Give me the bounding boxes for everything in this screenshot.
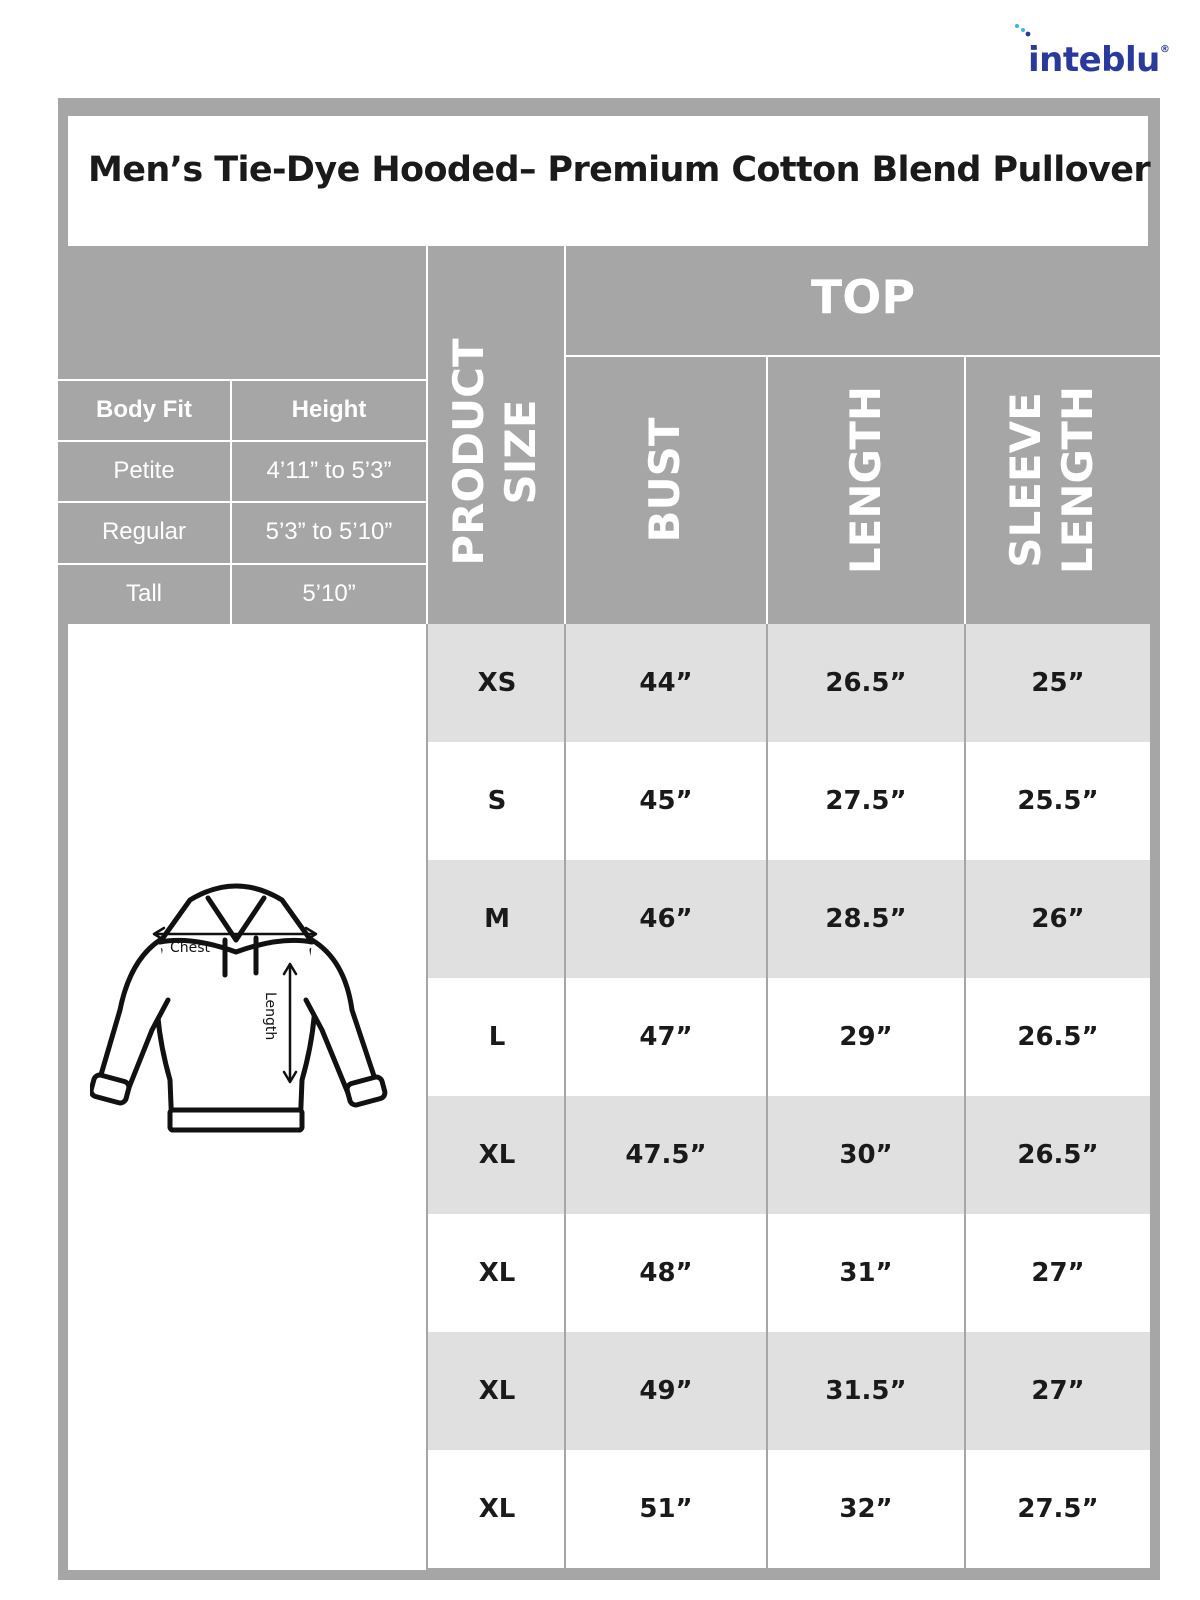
length-cell: 28.5” <box>825 904 907 934</box>
logo-dots-icon <box>1014 22 1034 42</box>
divider <box>566 355 1160 357</box>
sleeve-cell: 26.5” <box>1017 1140 1099 1170</box>
divider <box>964 624 966 1570</box>
size-cell: XS <box>477 668 517 698</box>
divider <box>766 355 768 624</box>
length-cell: 30” <box>839 1140 893 1170</box>
sleeve-length-header-line2: LENGTH <box>1053 385 1102 575</box>
divider <box>766 624 768 1570</box>
product-size-header <box>443 312 547 592</box>
length-cell: 29” <box>839 1022 893 1052</box>
sleeve-cell: 27” <box>1031 1258 1085 1288</box>
size-cell: XL <box>478 1376 516 1406</box>
length-header: LENGTH <box>841 385 890 575</box>
length-cell: 26.5” <box>825 668 907 698</box>
length-cell: 27.5” <box>825 786 907 816</box>
sleeve-cell: 26” <box>1031 904 1085 934</box>
brand-logo <box>1028 40 1169 80</box>
bust-cell: 48” <box>639 1258 693 1288</box>
hoodie-icon <box>90 880 400 1170</box>
length-cell: 32” <box>839 1494 893 1524</box>
sleeve-length-header <box>1000 370 1104 590</box>
sleeve-cell: 26.5” <box>1017 1022 1099 1052</box>
divider <box>426 246 428 624</box>
size-cell: M <box>484 904 510 934</box>
brand-registered-mark: ® <box>1159 44 1170 55</box>
sleeve-cell: 27” <box>1031 1376 1085 1406</box>
bust-cell: 46” <box>639 904 693 934</box>
size-cell: XL <box>478 1494 516 1524</box>
size-cell: S <box>487 786 507 816</box>
bust-cell: 49” <box>639 1376 693 1406</box>
product-size-header-line1: PRODUCT <box>444 338 493 566</box>
size-cell: XL <box>478 1258 516 1288</box>
size-cell: L <box>488 1022 506 1052</box>
length-cell: 31.5” <box>825 1376 907 1406</box>
top-header: TOP <box>810 270 916 324</box>
body-fit-header: Body Fit <box>96 396 192 423</box>
brand-name: inteblu <box>1028 40 1160 80</box>
height-tall: 5’10” <box>302 580 356 607</box>
height-regular: 5’3” to 5’10” <box>265 518 393 545</box>
bust-cell: 44” <box>639 668 693 698</box>
chart-title: Men’s Tie-Dye Hooded– Premium Cotton Blend Pullover <box>88 150 1151 190</box>
body-fit-regular: Regular <box>101 518 187 545</box>
bust-cell: 51” <box>639 1494 693 1524</box>
sleeve-cell: 27.5” <box>1017 1494 1099 1524</box>
bust-header: BUST <box>640 417 689 543</box>
body-fit-petite: Petite <box>113 457 175 484</box>
divider <box>964 355 966 624</box>
divider <box>426 624 428 1570</box>
sleeve-cell: 25.5” <box>1017 786 1099 816</box>
length-cell: 31” <box>839 1258 893 1288</box>
bust-cell: 45” <box>639 786 693 816</box>
sleeve-cell: 25” <box>1031 668 1085 698</box>
chest-label: Chest <box>170 940 211 956</box>
sleeve-length-header-line1: SLEEVE <box>1001 392 1050 568</box>
height-header: Height <box>291 396 367 423</box>
size-cell: XL <box>478 1140 516 1170</box>
bust-cell: 47” <box>639 1022 693 1052</box>
product-size-header-line2: SIZE <box>496 399 545 505</box>
body-fit-tall: Tall <box>125 580 162 607</box>
length-label: Length <box>262 992 278 1041</box>
divider <box>564 624 566 1570</box>
height-petite: 4’11” to 5’3” <box>266 457 392 484</box>
bust-cell: 47.5” <box>625 1140 707 1170</box>
